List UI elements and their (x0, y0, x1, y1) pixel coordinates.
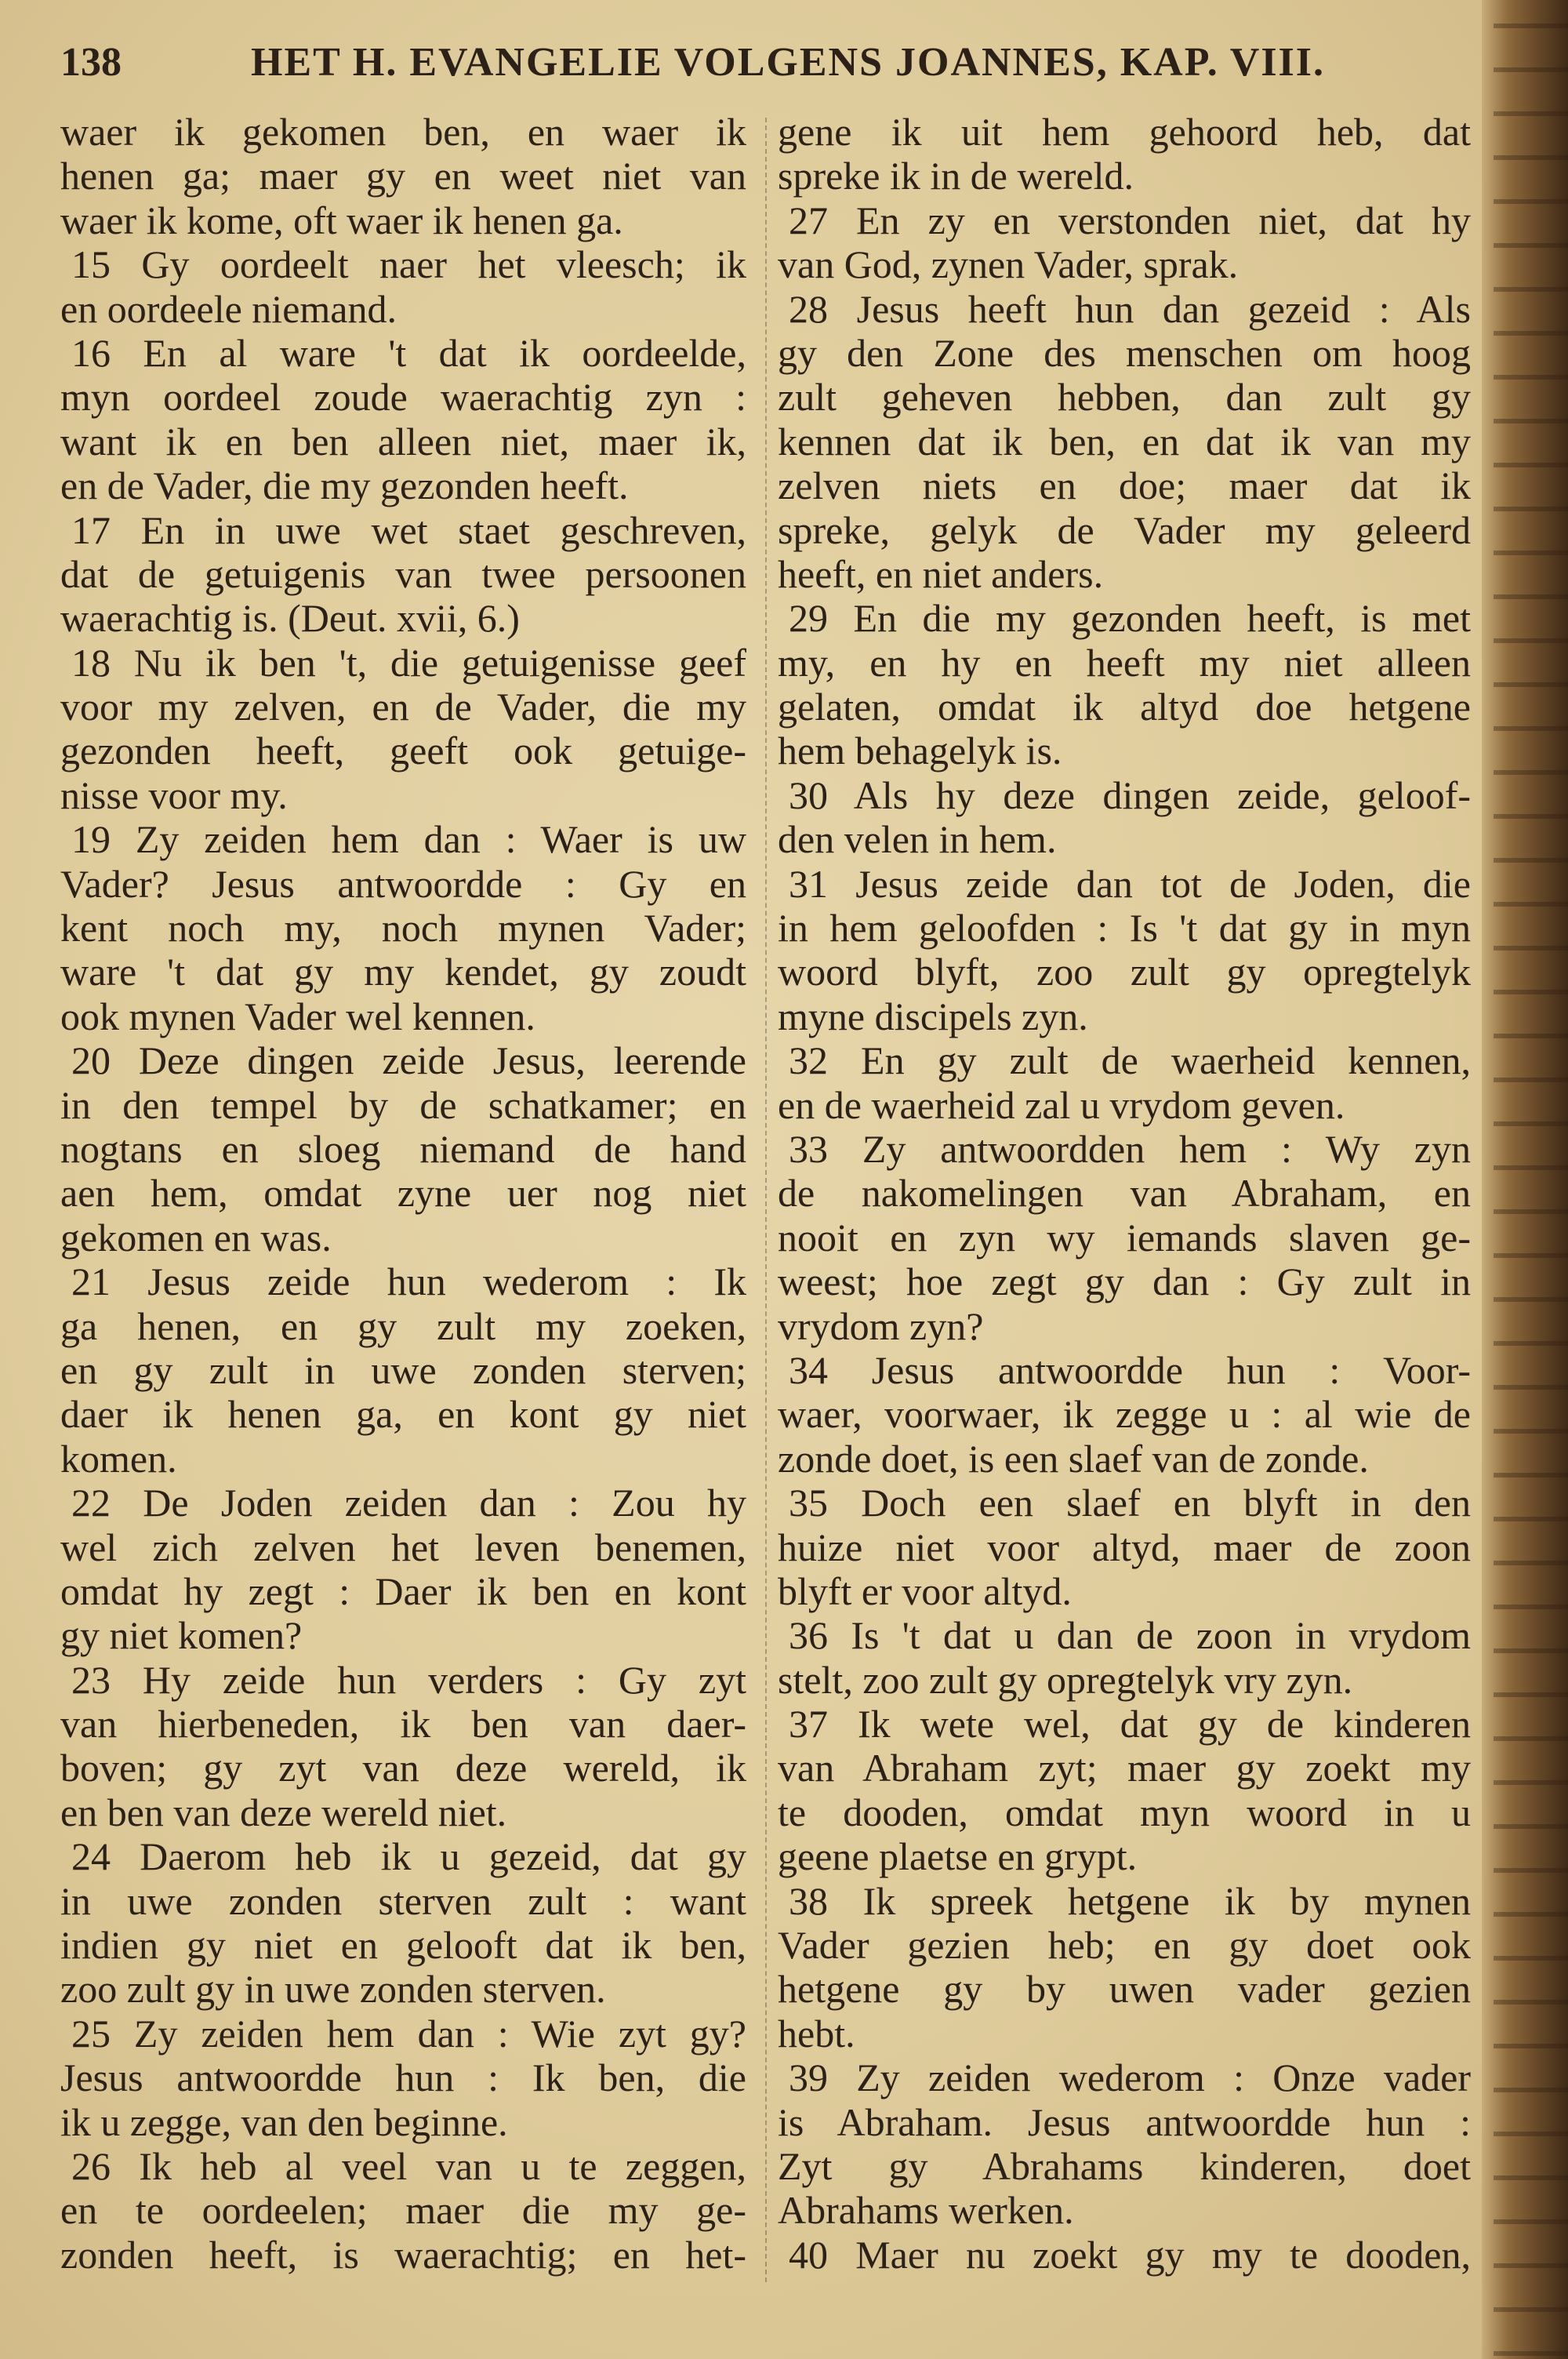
text-line: gelaten, omdat ik altyd doe hetgene (778, 685, 1471, 729)
text-line: waer ik gekomen ben, en waer ik (60, 110, 746, 154)
text-line: 37 Ik wete wel, dat gy de kinderen (789, 1702, 1471, 1747)
left-text-column (60, 110, 746, 2277)
text-line: 25 Zy zeiden hem dan : Wie zyt gy? (71, 2011, 746, 2055)
text-line: kennen dat ik ben, en dat ik van my (778, 419, 1471, 463)
verse-paragraph (60, 1259, 746, 1481)
text-line: zonden heeft, is waerachtig; en het- (60, 2232, 746, 2277)
page-number: 138 (60, 40, 122, 85)
text-line: aen hem, omdat zyne uer nog niet (60, 1171, 746, 1216)
text-line: my, en hy en heeft my niet alleen (778, 640, 1471, 685)
text-line: hetgene gy by uwen vader gezien (778, 1967, 1471, 2012)
text-line: indien gy niet en gelooft dat ik ben, (60, 1923, 746, 1968)
text-line: ook mynen Vader wel kennen. (60, 994, 535, 1038)
text-line: daer ik henen ga, en kont gy niet (60, 1392, 746, 1437)
text-line: 18 Nu ik ben 't, die getuigenisse geef (71, 640, 746, 685)
text-line: en oordeele niemand. (60, 286, 397, 331)
verse-paragraph (60, 110, 746, 242)
verse-paragraph (778, 773, 1471, 862)
verse-paragraph (778, 1702, 1471, 1879)
text-line: zonde doet, is een slaef van de zonde. (778, 1436, 1369, 1481)
text-line: in den tempel by de schatkamer; en (60, 1082, 746, 1127)
text-line: 24 Daerom heb ik u gezeid, dat gy (71, 1834, 746, 1879)
text-line: 35 Doch een slaef en blyft in den (789, 1481, 1471, 1525)
text-line: 16 En al ware 't dat ik oordeelde, (71, 330, 746, 375)
verse-paragraph (778, 198, 1471, 287)
text-line: boven; gy zyt van deze wereld, ik (60, 1746, 746, 1790)
text-line: 15 Gy oordeelt naer het vleesch; ik (71, 242, 746, 287)
text-line: 40 Maer nu zoekt gy my te dooden, (789, 2232, 1471, 2277)
text-line: Zyt gy Abrahams kinderen, doet (778, 2143, 1471, 2188)
text-line: van God, zynen Vader, sprak. (778, 242, 1239, 287)
text-line: en te oordeelen; maer die my ge- (60, 2188, 746, 2233)
text-line: blyft er voor altyd. (778, 1568, 1072, 1613)
text-line: te dooden, omdat myn woord in u (778, 1790, 1471, 1834)
text-line: omdat hy zegt : Daer ik ben en kont (60, 1568, 746, 1613)
text-line: waer ik kome, oft waer ik henen ga. (60, 198, 623, 242)
text-line: want ik en ben alleen niet, maer ik, (60, 419, 746, 463)
right-text-column (778, 110, 1471, 2277)
text-line: is Abraham. Jesus antwoordde hun : (778, 2099, 1471, 2144)
text-line: van hierbeneden, ik ben van daer- (60, 1702, 746, 1747)
text-line: hem behagelyk is. (778, 729, 1062, 773)
verse-paragraph (60, 641, 746, 818)
text-line: nisse voor my. (60, 772, 288, 817)
verse-paragraph (60, 508, 746, 641)
text-line: en de waerheid zal u vrydom geven. (778, 1082, 1345, 1127)
text-line: gezonden heeft, geeft ook getuige- (60, 729, 746, 773)
text-line: myne discipels zyn. (778, 994, 1088, 1038)
column-divider (765, 118, 767, 2282)
text-line: henen ga; maer gy en weet niet van (60, 154, 746, 198)
text-line: gekomen en was. (60, 1215, 332, 1259)
text-line: woord blyft, zoo zult gy opregtelyk (778, 950, 1471, 994)
verse-paragraph (60, 331, 746, 508)
text-line: nogtans en sloeg niemand de hand (60, 1126, 746, 1171)
verse-paragraph (778, 110, 1471, 198)
facing-page-text-shadow (1494, 0, 1568, 2359)
verse-paragraph (778, 1038, 1471, 1127)
verse-paragraph (60, 2144, 746, 2277)
text-line: ware 't dat gy my kendet, gy zoudt (60, 950, 746, 994)
verse-paragraph (778, 2055, 1471, 2233)
text-line: 34 Jesus antwoordde hun : Voor- (789, 1347, 1471, 1392)
verse-paragraph (60, 1481, 746, 1658)
verse-paragraph (60, 817, 746, 1038)
text-line: de nakomelingen van Abraham, en (778, 1171, 1471, 1216)
text-line: 17 En in uwe wet staet geschreven, (71, 507, 746, 552)
text-line: spreke, gelyk de Vader my geleerd (778, 507, 1471, 552)
verse-paragraph (778, 2233, 1471, 2277)
text-line: 21 Jesus zeide hun wederom : Ik (71, 1259, 746, 1304)
text-line: huize niet voor altyd, maer de zoon (778, 1525, 1471, 1569)
running-title: HET H. EVANGELIE VOLGENS JOANNES, KAP. VIII. (251, 40, 1326, 85)
text-line: geene plaetse en grypt. (778, 1834, 1138, 1879)
text-line: weest; hoe zegt gy dan : Gy zult in (778, 1259, 1471, 1304)
text-line: van Abraham zyt; maer gy zoekt my (778, 1746, 1471, 1790)
text-line: zult geheven hebben, dan zult gy (778, 375, 1471, 420)
text-line: den velen in hem. (778, 817, 1057, 862)
text-line: komen. (60, 1436, 177, 1481)
text-line: 22 De Joden zeiden dan : Zou hy (71, 1481, 746, 1525)
verse-paragraph (778, 1613, 1471, 1702)
text-line: in hem geloofden : Is 't dat gy in myn (778, 906, 1471, 951)
text-line: vrydom zyn? (778, 1303, 984, 1348)
text-line: en de Vader, die my gezonden heeft. (60, 463, 629, 508)
text-line: ga henen, en gy zult my zoeken, (60, 1303, 746, 1348)
text-line: 39 Zy zeiden wederom : Onze vader (789, 2055, 1471, 2100)
verse-paragraph (778, 287, 1471, 597)
verse-paragraph (60, 1658, 746, 1835)
text-line: wel zich zelven het leven benemen, (60, 1525, 746, 1569)
text-line: 38 Ik spreek hetgene ik by mynen (789, 1878, 1471, 1923)
text-line: gy niet komen? (60, 1613, 303, 1658)
verse-paragraph (778, 862, 1471, 1039)
text-line: 19 Zy zeiden hem dan : Waer is uw (71, 817, 746, 862)
verse-paragraph (778, 1348, 1471, 1481)
running-header (60, 39, 1326, 94)
text-line: 33 Zy antwoordden hem : Wy zyn (789, 1126, 1471, 1171)
text-line: gy den Zone des menschen om hoog (778, 330, 1471, 375)
text-line: 32 En gy zult de waerheid kennen, (789, 1038, 1471, 1083)
text-line: in uwe zonden sterven zult : want (60, 1878, 746, 1923)
text-line: en gy zult in uwe zonden sterven; (60, 1347, 746, 1392)
text-line: stelt, zoo zult gy opregtelyk vry zyn. (778, 1657, 1353, 1702)
text-line: spreke ik in de wereld. (778, 154, 1134, 198)
text-line: kent noch my, noch mynen Vader; (60, 906, 746, 951)
verse-paragraph (778, 1481, 1471, 1613)
text-line: 20 Deze dingen zeide Jesus, leerende (71, 1038, 746, 1083)
text-line: voor my zelven, en de Vader, die my (60, 685, 746, 729)
text-line: myn oordeel zoude waerachtig zyn : (60, 375, 746, 420)
text-line: 29 En die my gezonden heeft, is met (789, 596, 1471, 641)
verse-paragraph (778, 1879, 1471, 2056)
text-line: heeft, en niet anders. (778, 551, 1104, 596)
text-line: 28 Jesus heeft hun dan gezeid : Als (789, 286, 1471, 331)
verse-paragraph (778, 1127, 1471, 1348)
text-line: 23 Hy zeide hun verders : Gy zyt (71, 1657, 746, 1702)
verse-paragraph (60, 1834, 746, 2012)
text-line: 36 Is 't dat u dan de zoon in vrydom (789, 1613, 1471, 1658)
text-line: hebt. (778, 2011, 855, 2055)
text-line: ik u zegge, van den beginne. (60, 2099, 508, 2144)
text-line: 31 Jesus zeide dan tot de Joden, die (789, 861, 1471, 906)
text-line: gene ik uit hem gehoord heb, dat (778, 110, 1471, 154)
text-line: Abrahams werken. (778, 2188, 1074, 2233)
text-line: waerachtig is. (Deut. xvii, 6.) (60, 596, 520, 641)
text-line: 27 En zy en verstonden niet, dat hy (789, 198, 1471, 242)
text-line: zoo zult gy in uwe zonden sterven. (60, 1967, 606, 2012)
text-line: waer, voorwaer, ik zegge u : al wie de (778, 1392, 1471, 1437)
text-line: 30 Als hy deze dingen zeide, geloof- (789, 772, 1471, 817)
verse-paragraph (778, 596, 1471, 773)
text-line: Vader gezien heb; en gy doet ook (778, 1923, 1471, 1968)
text-line: zelven niets en doe; maer dat ik (778, 463, 1471, 508)
text-line: Jesus antwoordde hun : Ik ben, die (60, 2055, 746, 2100)
text-line: Vader? Jesus antwoordde : Gy en (60, 861, 746, 906)
text-line: nooit en zyn wy iemands slaven ge- (778, 1215, 1471, 1259)
text-line: 26 Ik heb al veel van u te zeggen, (71, 2143, 746, 2188)
verse-paragraph (60, 2012, 746, 2144)
text-line: dat de getuigenis van twee persoonen (60, 551, 746, 596)
text-line: en ben van deze wereld niet. (60, 1790, 507, 1834)
verse-paragraph (60, 1038, 746, 1259)
verse-paragraph (60, 242, 746, 331)
